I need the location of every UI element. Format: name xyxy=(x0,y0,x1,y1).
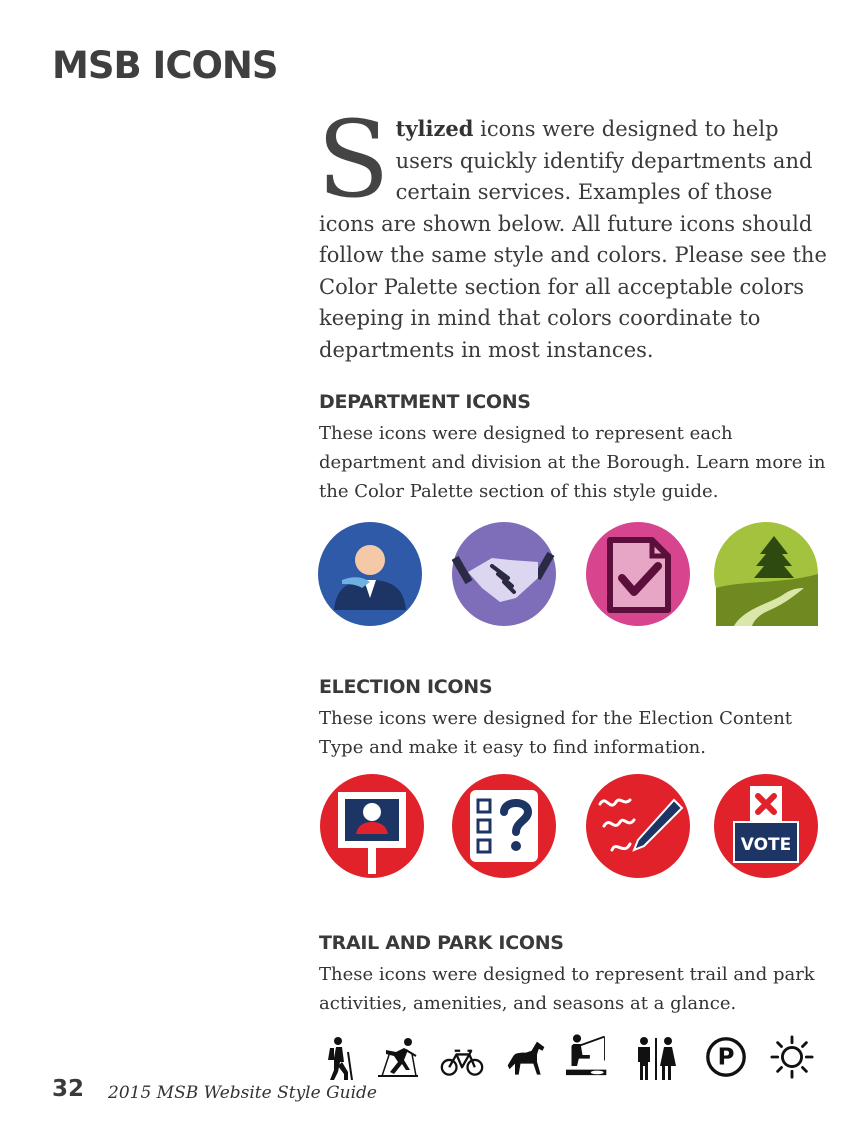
ballot-question-icon xyxy=(452,774,556,878)
election-icons-heading: ELECTION ICONS xyxy=(319,676,493,698)
intro-bold-word: tylized xyxy=(395,116,474,141)
footer-guide-title: 2015 MSB Website Style Guide xyxy=(108,1083,377,1103)
signature-pen-icon xyxy=(586,774,690,878)
handshake-icon xyxy=(452,522,556,626)
skiing-icon xyxy=(376,1036,420,1082)
intro-paragraph xyxy=(317,98,829,366)
trail-icons-heading: TRAIL AND PARK ICONS xyxy=(319,932,564,954)
vote-box-icon xyxy=(714,774,818,878)
biking-icon xyxy=(440,1036,484,1082)
fishing-icon xyxy=(566,1032,610,1078)
intro-text: icons were designed to help users quickly identify departments and certain services. Examples of those icons are shown below. All future icons should follow the same style and colors. Please see the Color Palette section for all acceptable colors keeping in mind that colors coordinate to departments in most instances. xyxy=(319,117,827,362)
restroom-icon xyxy=(634,1036,678,1082)
sun-icon xyxy=(770,1034,814,1080)
horse-riding-icon xyxy=(504,1036,548,1082)
hiking-icon xyxy=(318,1036,362,1082)
vote-label: VOTE xyxy=(740,835,792,855)
parking-icon xyxy=(704,1034,748,1080)
department-icons-description: These icons were designed to represent each department and division at the Borough. Learn more in the Color Palette section of this style guide. xyxy=(319,423,826,502)
trail-icons-description: These icons were designed to represent trail and park activities, amenities, and seasons at a glance. xyxy=(319,964,815,1014)
department-icons-heading: DEPARTMENT ICONS xyxy=(319,391,531,413)
person-icon xyxy=(318,522,422,626)
page-title: MSB ICONS xyxy=(52,44,278,87)
parking-letter: P xyxy=(717,1044,735,1071)
page-number: 32 xyxy=(52,1076,85,1102)
candidate-sign-icon xyxy=(320,774,424,878)
document-check-icon xyxy=(586,522,690,626)
election-icons-description: These icons were designed for the Election Content Type and make it easy to find information. xyxy=(319,708,793,758)
tree-path-icon xyxy=(714,522,818,626)
drop-cap: S xyxy=(317,98,390,221)
